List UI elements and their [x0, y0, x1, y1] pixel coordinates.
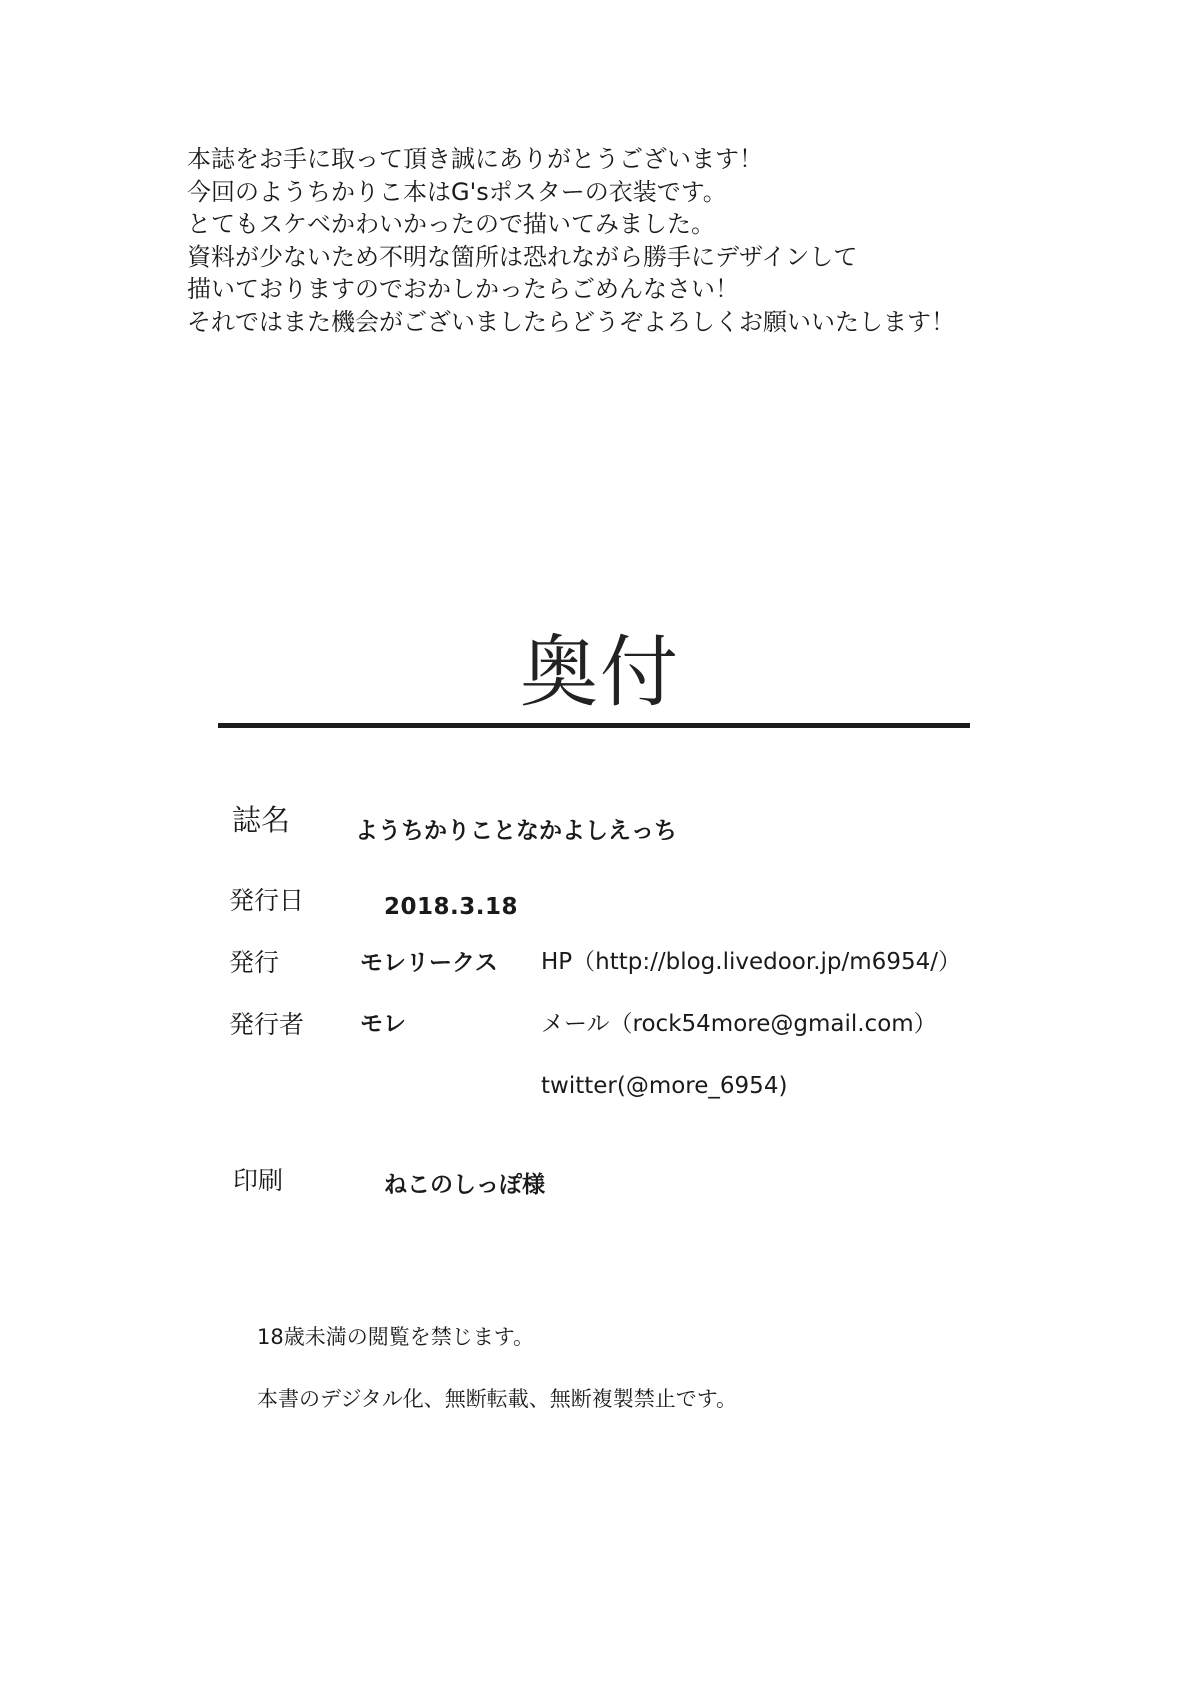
- colophon-title: 奥付: [519, 628, 680, 718]
- title-divider: [218, 723, 970, 728]
- issuer-value: モレ: [360, 1011, 406, 1037]
- afterword-line: 今回のようちかりこ本はG'sポスターの衣装です。: [187, 177, 727, 206]
- printing-label: 印刷: [233, 1166, 284, 1195]
- afterword-line: それではまた機会がございましたらどうぞよろしくお願いいたします！: [187, 307, 955, 336]
- afterword-line: とてもスケベかわいかったので描いてみました。: [187, 210, 715, 238]
- twitter-handle: twitter(@more_6954): [541, 1073, 788, 1099]
- afterword-line: 描いておりますのでおかしかったらごめんなさい！: [187, 275, 739, 303]
- issue-date-label: 発行日: [229, 886, 305, 915]
- email-address: メール（rock54more@gmail.com）: [541, 1011, 937, 1037]
- homepage-link: HP（http://blog.livedoor.jp/m6954/）: [541, 949, 961, 975]
- magazine-name-label: 誌名: [232, 803, 291, 837]
- afterword-line: 本誌をお手に取って頂き誠にありがとうございます！: [187, 145, 763, 173]
- afterword-line: 資料が少ないため不明な箇所は恐れながら勝手にデザインして: [187, 242, 858, 271]
- issuer-label: 発行者: [229, 1010, 305, 1039]
- printing-value: ねこのしっぽ様: [384, 1172, 545, 1198]
- copyright-notice: 本書のデジタル化、無断転載、無断複製禁止です。: [257, 1387, 738, 1411]
- age-restriction-notice: 18歳未満の閲覧を禁じます。: [257, 1325, 535, 1349]
- publisher-value: モレリークス: [360, 950, 498, 976]
- issue-date-value: 2018.3.18: [384, 894, 518, 920]
- publisher-label: 発行: [229, 948, 280, 977]
- magazine-name-value: ようちかりことなかよしえっち: [355, 818, 677, 844]
- afterword-message: [187, 143, 1007, 338]
